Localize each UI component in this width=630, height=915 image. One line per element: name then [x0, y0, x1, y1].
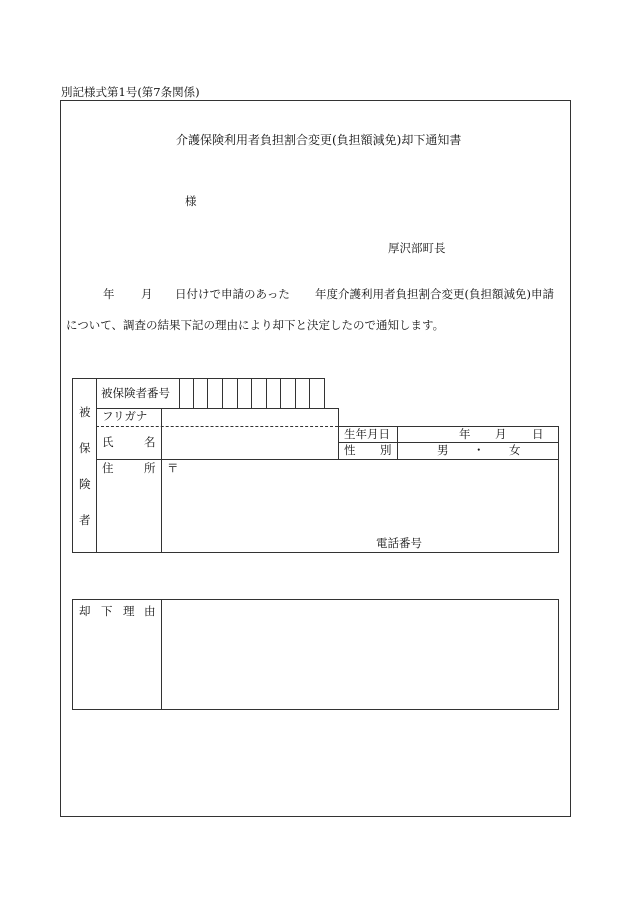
address-label-2: 所 [144, 461, 156, 475]
reason-label-3: 理 [123, 604, 135, 618]
furigana-label: フリガナ [102, 409, 148, 423]
sex-option-male: 男 [437, 443, 449, 457]
issuer-name: 厚沢部町長 [388, 241, 446, 255]
reason-label-1: 却 [79, 604, 91, 618]
body-year-label: 年 [103, 287, 115, 301]
insured-number-label: 被保険者番号 [101, 386, 170, 400]
reason-label-4: 由 [144, 604, 156, 618]
birth-year-unit: 年 [459, 427, 471, 441]
insured-side-label-4: 者 [79, 513, 91, 527]
insured-side-label-1: 被 [79, 405, 91, 419]
document-title: 介護保険利用者負担割合変更(負担額減免)却下通知書 [176, 133, 462, 147]
postal-mark-icon: 〒 [167, 461, 179, 475]
sex-option-female: 女 [509, 443, 521, 457]
form-number-label: 別記様式第1号(第7条関係) [61, 85, 200, 99]
body-month-label: 月 [141, 287, 153, 301]
birth-day-unit: 日 [532, 427, 544, 441]
name-label-1: 氏 [102, 435, 114, 449]
addressee-suffix: 様 [185, 194, 197, 208]
reason-label-2: 下 [101, 604, 113, 618]
sex-option-separator: ・ [473, 443, 485, 457]
phone-label: 電話番号 [376, 536, 422, 550]
body-line1-rest: 年度介護利用者負担割合変更(負担額減免)申請 [315, 287, 554, 301]
insured-side-label-2: 保 [79, 441, 91, 455]
body-line2: について、調査の結果下記の理由により却下と決定したので通知します。 [66, 318, 445, 332]
insured-side-label-3: 険 [79, 477, 91, 491]
name-label-2: 名 [144, 435, 156, 449]
sex-label-1: 性 [344, 443, 356, 457]
body-date-suffix: 日付けで申請のあった [175, 287, 290, 301]
birth-month-unit: 月 [495, 427, 507, 441]
address-label-1: 住 [102, 461, 114, 475]
birth-date-label: 生年月日 [344, 427, 390, 441]
sex-label-2: 別 [380, 443, 392, 457]
